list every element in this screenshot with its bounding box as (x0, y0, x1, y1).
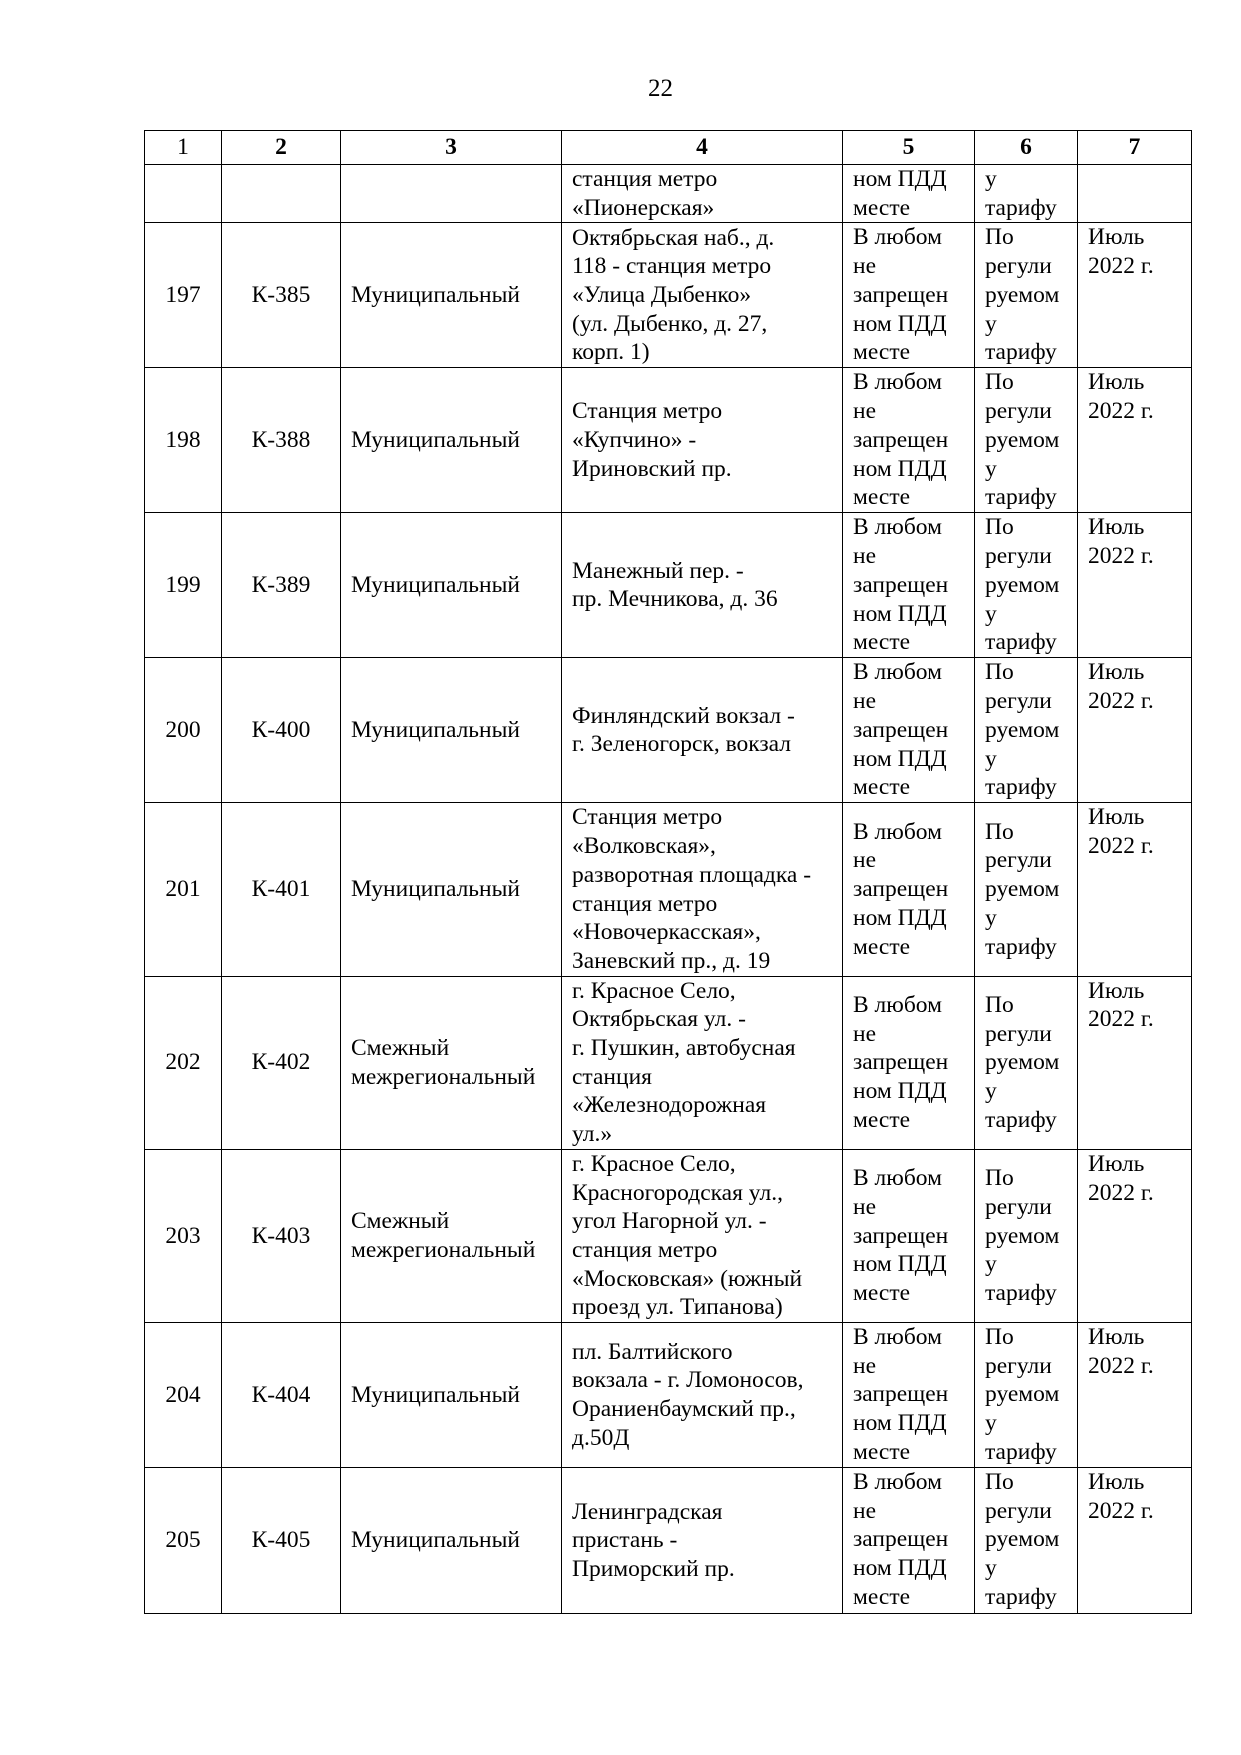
fare-cell: По регули руемом у тарифу (975, 976, 1078, 1149)
table-row (145, 1468, 1192, 1614)
route-type-cell: Смежный межрегиональный (341, 976, 562, 1149)
route-path-cell: станция метро «Пионерская» (562, 165, 843, 223)
header-cell-1: 1 (145, 131, 222, 165)
route-code-cell (222, 165, 341, 223)
route-path-cell: Финляндский вокзал - г. Зеленогорск, вокзал (562, 658, 843, 803)
row-number-cell: 204 (145, 1323, 222, 1468)
stop-order-cell: В любом не запрещен ном ПДД месте (843, 803, 975, 976)
route-path-cell: Манежный пер. - пр. Мечникова, д. 36 (562, 513, 843, 658)
start-date-cell: Июль 2022 г. (1078, 976, 1192, 1149)
start-date-cell: Июль 2022 г. (1078, 803, 1192, 976)
route-path-cell: Октябрьская наб., д. 118 - станция метро «Улица Дыбенко» (ул. Дыбенко, д. 27, корп. 1) (562, 223, 843, 368)
start-date-cell: Июль 2022 г. (1078, 658, 1192, 803)
start-date-cell: Июль 2022 г. (1078, 223, 1192, 368)
fare-cell: По регули руемом у тарифу (975, 1468, 1078, 1614)
route-code-cell: К-400 (222, 658, 341, 803)
header-cell-2: 2 (222, 131, 341, 165)
fare-cell: По регули руемом у тарифу (975, 658, 1078, 803)
routes-table (144, 130, 1192, 1614)
table-row (145, 368, 1192, 513)
row-number-cell: 202 (145, 976, 222, 1149)
table-row (145, 223, 1192, 368)
route-code-cell: К-401 (222, 803, 341, 976)
route-code-cell: К-389 (222, 513, 341, 658)
stop-order-cell: В любом не запрещен ном ПДД месте (843, 976, 975, 1149)
stop-order-cell: В любом не запрещен ном ПДД месте (843, 1323, 975, 1468)
fare-cell: По регули руемом у тарифу (975, 1323, 1078, 1468)
start-date-cell: Июль 2022 г. (1078, 1323, 1192, 1468)
row-number-cell: 200 (145, 658, 222, 803)
table-row (145, 1323, 1192, 1468)
route-type-cell: Муниципальный (341, 658, 562, 803)
table-row (145, 1149, 1192, 1322)
row-number-cell: 199 (145, 513, 222, 658)
route-code-cell: К-402 (222, 976, 341, 1149)
header-cell-3: 3 (341, 131, 562, 165)
route-type-cell: Муниципальный (341, 803, 562, 976)
header-cell-6: 6 (975, 131, 1078, 165)
route-path-cell: Ленинградская пристань - Приморский пр. (562, 1468, 843, 1614)
row-number-cell: 197 (145, 223, 222, 368)
route-type-cell: Муниципальный (341, 1468, 562, 1614)
route-type-cell: Муниципальный (341, 1323, 562, 1468)
row-number-cell: 201 (145, 803, 222, 976)
row-number-cell (145, 165, 222, 223)
fare-cell: По регули руемом у тарифу (975, 1149, 1078, 1322)
header-cell-4: 4 (562, 131, 843, 165)
row-number-cell: 203 (145, 1149, 222, 1322)
table-row (145, 658, 1192, 803)
route-path-cell: Станция метро «Купчино» - Ириновский пр. (562, 368, 843, 513)
stop-order-cell: В любом не запрещен ном ПДД месте (843, 1468, 975, 1614)
header-row (145, 131, 1192, 165)
route-path-cell: пл. Балтийского вокзала - г. Ломоносов, Ораниенбаумский пр., д.50Д (562, 1323, 843, 1468)
fare-cell: у тарифу (975, 165, 1078, 223)
start-date-cell (1078, 165, 1192, 223)
route-type-cell: Муниципальный (341, 368, 562, 513)
row-number-cell: 198 (145, 368, 222, 513)
route-path-cell: г. Красное Село, Красногородская ул., угол Нагорной ул. - станция метро «Московская» (южный проезд ул. Типанова) (562, 1149, 843, 1322)
start-date-cell: Июль 2022 г. (1078, 1149, 1192, 1322)
start-date-cell: Июль 2022 г. (1078, 1468, 1192, 1614)
route-code-cell: К-405 (222, 1468, 341, 1614)
stop-order-cell: В любом не запрещен ном ПДД месте (843, 1149, 975, 1322)
stop-order-cell: В любом не запрещен ном ПДД месте (843, 658, 975, 803)
row-number-cell: 205 (145, 1468, 222, 1614)
route-path-cell: г. Красное Село, Октябрьская ул. - г. Пушкин, автобусная станция «Железнодорожная ул.» (562, 976, 843, 1149)
route-type-cell: Муниципальный (341, 223, 562, 368)
table-row (145, 803, 1192, 976)
route-type-cell (341, 165, 562, 223)
route-code-cell: К-403 (222, 1149, 341, 1322)
header-cell-5: 5 (843, 131, 975, 165)
route-code-cell: К-404 (222, 1323, 341, 1468)
stop-order-cell: ном ПДД месте (843, 165, 975, 223)
route-code-cell: К-385 (222, 223, 341, 368)
table-row (145, 513, 1192, 658)
fare-cell: По регули руемом у тарифу (975, 513, 1078, 658)
route-path-cell: Станция метро «Волковская», разворотная площадка - станция метро «Новочеркасская», Заневский пр., д. 19 (562, 803, 843, 976)
route-code-cell: К-388 (222, 368, 341, 513)
stop-order-cell: В любом не запрещен ном ПДД месте (843, 513, 975, 658)
fare-cell: По регули руемом у тарифу (975, 803, 1078, 976)
stop-order-cell: В любом не запрещен ном ПДД месте (843, 368, 975, 513)
route-type-cell: Муниципальный (341, 513, 562, 658)
table-row (145, 976, 1192, 1149)
fare-cell: По регули руемом у тарифу (975, 368, 1078, 513)
route-type-cell: Смежный межрегиональный (341, 1149, 562, 1322)
table-row-continuation (145, 165, 1192, 223)
start-date-cell: Июль 2022 г. (1078, 513, 1192, 658)
start-date-cell: Июль 2022 г. (1078, 368, 1192, 513)
header-cell-7: 7 (1078, 131, 1192, 165)
fare-cell: По регули руемом у тарифу (975, 223, 1078, 368)
page-number: 22 (648, 75, 673, 102)
stop-order-cell: В любом не запрещен ном ПДД месте (843, 223, 975, 368)
